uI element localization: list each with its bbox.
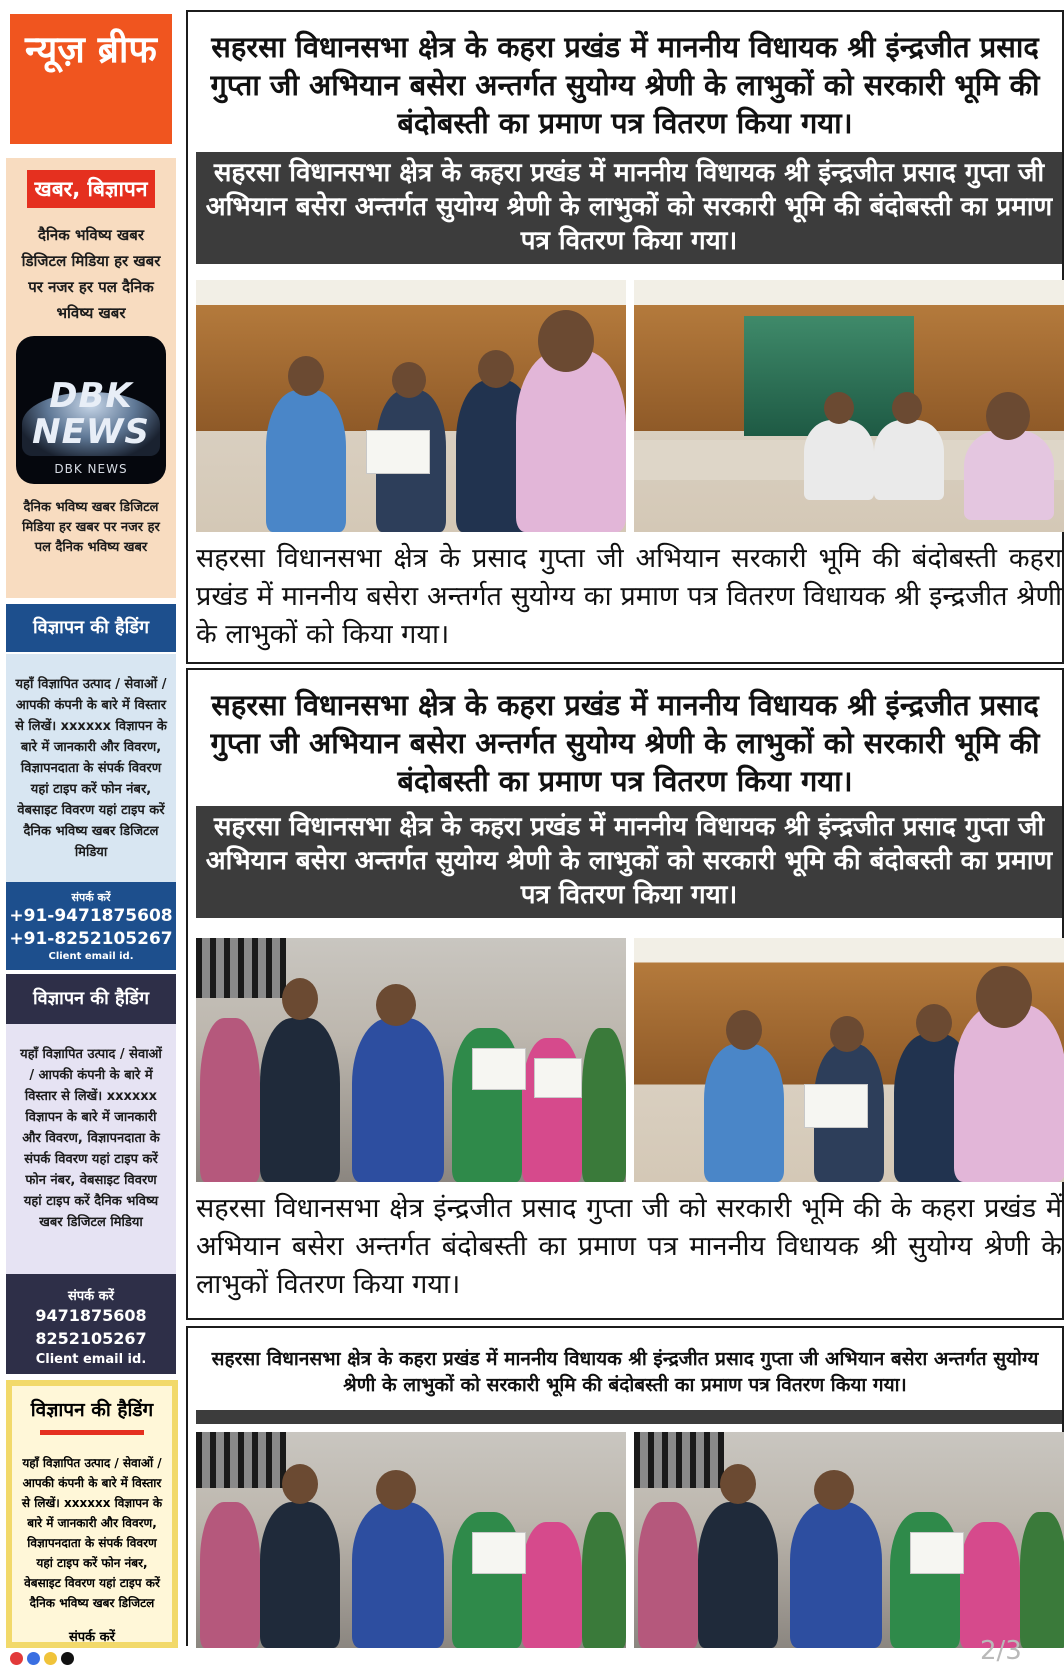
article-photo: [196, 938, 626, 1182]
article-panel-3: [186, 1326, 1064, 1646]
phone-number[interactable]: +91-9471875608: [9, 906, 173, 926]
ad-block-2: [6, 1024, 176, 1274]
dbk-news-logo: [16, 336, 166, 484]
article-divider: [196, 1410, 1062, 1424]
article-photo: [634, 1432, 1064, 1648]
dot-icon[interactable]: [61, 1652, 74, 1665]
article-photo: [634, 280, 1064, 532]
dot-icon[interactable]: [27, 1652, 40, 1665]
article-subheadline: सहरसा विधानसभा क्षेत्र के कहरा प्रखंड में माननीय विधायक श्री इंन्द्रजीत प्रसाद गुप्ता जी अभियान बसेरा अन्तर्गत सुयोग्य श्रेणी के लाभुकों को सरकारी भूमि की बंदोबस्ती का प्रमाण पत्र वितरण किया गया।: [196, 152, 1062, 264]
ad-heading-text: विज्ञापन की हैडिंग: [32, 988, 150, 1009]
article-photo: [634, 938, 1064, 1182]
ad-heading-3: विज्ञापन की हैडिंग: [30, 1399, 154, 1421]
tagline-top: दैनिक भविष्य खबर डिजिटल मिडिया हर खबर पर नजर हर पल दैनिक भविष्य खबर: [21, 226, 161, 322]
logo-text: DBK NEWS: [32, 376, 150, 452]
ad-text-2: यहाँ विज्ञापित उत्पाद / सेवाओं / आपकी कंपनी के बारे में विस्तार से लिखें। xxxxxx विज्ञापन के बारे में जानकारी और विवरण, विज्ञापनदाता के संपर्क विवरण यहां टाइप करें फोन नंबर, वेबसाइट विवरण यहां टाइप करें दैनिक भविष्य खबर डिजिटल मिडिया: [20, 1047, 162, 1230]
ad-heading-2: [6, 974, 176, 1024]
logo-subtext: DBK NEWS: [54, 462, 128, 476]
news-ad-label: खबर, बिज्ञापन: [27, 170, 156, 208]
article-photo: [196, 1432, 626, 1648]
contact-label: संपर्क करें: [69, 1630, 115, 1645]
page-indicator: 2/3: [980, 1636, 1022, 1666]
phone-number[interactable]: 8252105267: [35, 1329, 147, 1348]
ad-block-1: [6, 654, 176, 882]
article-subheadline: सहरसा विधानसभा क्षेत्र के कहरा प्रखंड में माननीय विधायक श्री इंन्द्रजीत प्रसाद गुप्ता जी अभियान बसेरा अन्तर्गत सुयोग्य श्रेणी के लाभुकों को सरकारी भूमि की बंदोबस्ती का प्रमाण पत्र वितरण किया गया।: [196, 806, 1062, 918]
email-label: Client email id.: [35, 1352, 147, 1367]
article-caption: सहरसा विधानसभा क्षेत्र इंन्द्रजीत प्रसाद गुप्ता जी को सरकारी भूमि की के कहरा प्रखंड में अभियान बसेरा अन्तर्गत बंदोबस्ती का प्रमाण पत्र माननीय विधायक श्री सुयोग्य श्रेणी के लाभुकों वितरण किया गया।: [196, 1193, 1062, 1300]
article-headline: सहरसा विधानसभा क्षेत्र के कहरा प्रखंड में माननीय विधायक श्री इंन्द्रजीत प्रसाद गुप्ता जी अभियान बसेरा अन्तर्गत सुयोग्य श्रेणी के लाभुकों को सरकारी भूमि की बंदोबस्ती का प्रमाण पत्र वितरण किया गया।: [210, 688, 1040, 798]
phone-number[interactable]: 9471875608: [35, 1306, 147, 1325]
sidebar-promo-block: [6, 158, 176, 598]
article-headline: सहरसा विधानसभा क्षेत्र के कहरा प्रखंड में माननीय विधायक श्री इंन्द्रजीत प्रसाद गुप्ता जी अभियान बसेरा अन्तर्गत सुयोग्य श्रेणी के लाभुकों को सरकारी भूमि की बंदोबस्ती का प्रमाण पत्र वितरण किया गया।: [211, 1348, 1039, 1396]
news-brief-label: न्यूज़ ब्रीफ: [25, 28, 157, 71]
contact-label: संपर्क करें: [68, 1289, 114, 1304]
article-photo: [196, 280, 626, 532]
ad-text-3: यहाँ विज्ञापित उत्पाद / सेवाओं / आपकी कंपनी के बारे में विस्तार से लिखें। xxxxxx विज्ञापन के बारे में जानकारी और विवरण, विज्ञापनदाता के संपर्क विवरण यहां टाइप करें फोन नंबर, वेबसाइट विवरण यहां टाइप करें दैनिक भविष्य खबर डिजिटल: [21, 1456, 163, 1610]
article-headline: सहरसा विधानसभा क्षेत्र के कहरा प्रखंड में माननीय विधायक श्री इंन्द्रजीत प्रसाद गुप्ता जी अभियान बसेरा अन्तर्गत सुयोग्य श्रेणी के लाभुकों को सरकारी भूमि की बंदोबस्ती का प्रमाण पत्र वितरण किया गया।: [210, 30, 1040, 140]
page-dots: [10, 1650, 90, 1668]
email-label: Client email id.: [48, 951, 134, 962]
contact-block-1: [6, 882, 176, 970]
article-panel-2: [186, 668, 1064, 1320]
contact-block-2: [6, 1274, 176, 1374]
ad-heading-text: विज्ञापन की हैडिंग: [32, 617, 150, 638]
phone-number[interactable]: +91-8252105267: [9, 929, 173, 949]
news-brief-badge: [10, 14, 172, 144]
ad-heading-1: [6, 604, 176, 652]
dot-icon[interactable]: [44, 1652, 57, 1665]
article-panel-1: [186, 10, 1064, 664]
dot-icon[interactable]: [10, 1652, 23, 1665]
article-caption: सहरसा विधानसभा क्षेत्र के प्रसाद गुप्ता जी अभियान सरकारी भूमि की बंदोबस्ती कहरा प्रखंड में माननीय बसेरा अन्तर्गत सुयोग्य का प्रमाण पत्र वितरण विधायक श्री इन्द्रजीत श्रेणी के लाभुकों को किया गया।: [196, 543, 1062, 650]
tagline-bottom: दैनिक भविष्य खबर डिजिटल मिडिया हर खबर पर नजर हर पल दैनिक भविष्य खबर: [22, 500, 160, 555]
ad-text-1: यहाँ विज्ञापित उत्पाद / सेवाओं / आपकी कंपनी के बारे में विस्तार से लिखें। xxxxxx विज्ञापन के बारे में जानकारी और विवरण, विज्ञापनदाता के संपर्क विवरण यहां टाइप करें फोन नंबर, वेबसाइट विवरण यहां टाइप करें दैनिक भविष्य खबर डिजिटल मिडिया: [15, 677, 167, 860]
contact-label: संपर्क करें: [71, 891, 111, 904]
ad-block-3: [6, 1380, 178, 1648]
